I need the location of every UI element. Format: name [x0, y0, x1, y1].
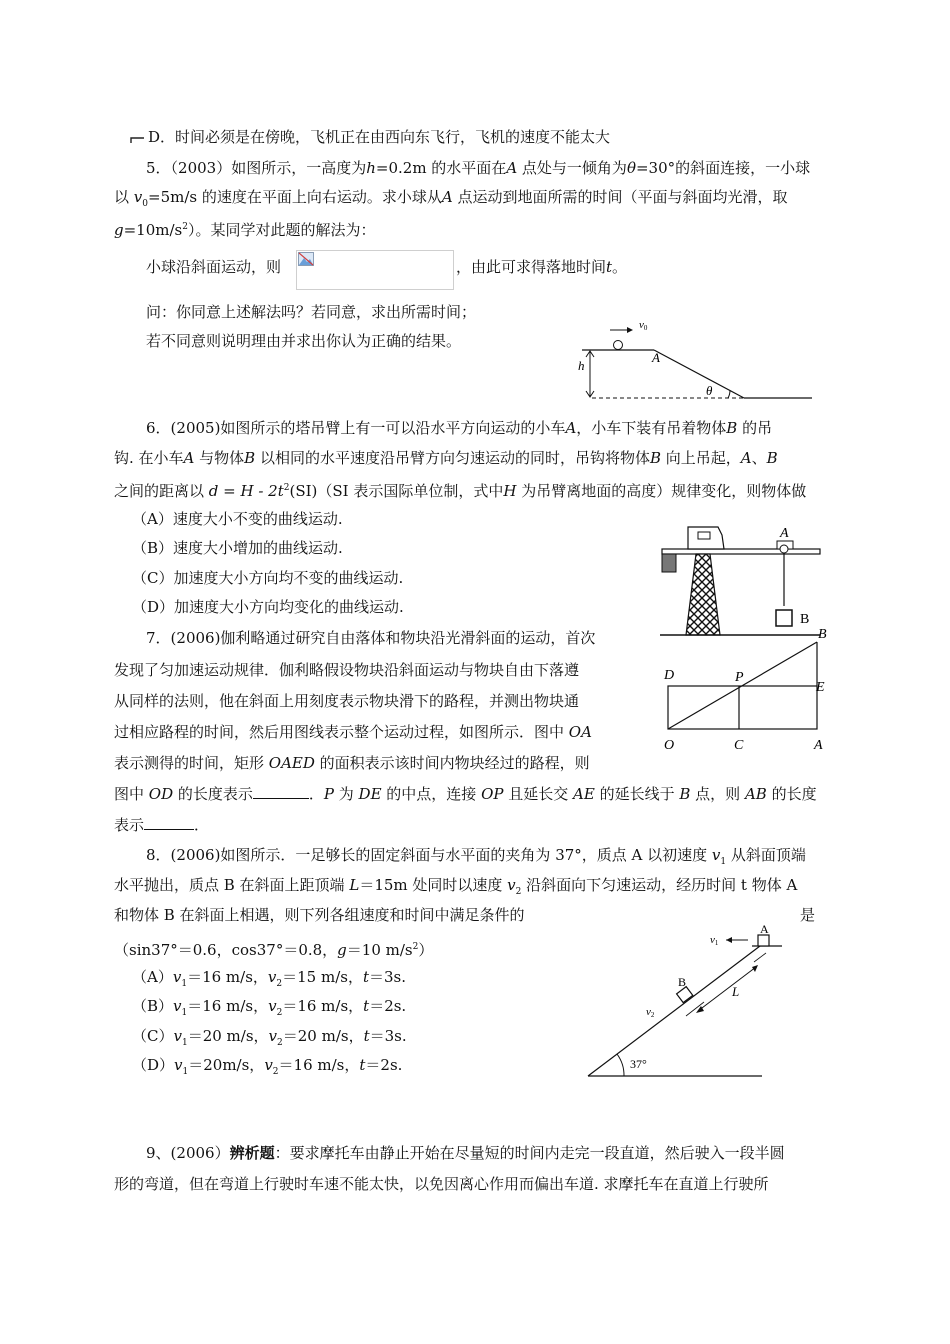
svg-text:θ: θ — [706, 383, 713, 398]
q8-option-b: $(B)v_1=16$ m/s，$v_2=16$ m/s，t＝2s. — [132, 997, 407, 1018]
q7-geometry-figure — [658, 622, 838, 756]
q8-line-2: 水平抛出，质点 B 在斜面上距顶端 L＝15m 处同时以速度 $v_2$ 沿斜面向下匀速运动，经历时间 t 物体 A — [114, 876, 798, 897]
q7-line-1: 7．(2006)伽利略通过研究自由落体和物块沿光滑斜面的运动，首次 — [146, 629, 596, 647]
q6-line-1: 6．(2005)如图所示的塔吊臂上有一可以沿水平方向运动的小车A，小车下装有吊着物体B 的吊 — [146, 419, 773, 437]
q6-line-3: 之间的距离以 $d = H - 2t^2(SI)(SI$ 表示国际单位制，式中H 为吊臂离地面的高度）规律变化，则物体做 — [114, 482, 807, 500]
q8-line-3: 和物体 B 在斜面上相遇，则下列各组速度和时间中满足条件的 — [114, 906, 525, 924]
q8-option-c: $(C)v_1=20$ m/s，$v_2=20$ m/s，t＝3s. — [132, 1027, 407, 1048]
q4-option-d: D．时间必须是在傍晚，飞机正在由西向东飞行，飞机的速度不能太大 — [148, 128, 611, 146]
q7-line-4: 过相应路程的时间，然后用图线表示整个运动过程，如图所示．图中 OA — [114, 723, 592, 741]
svg-text:h: h — [578, 358, 585, 373]
svg-text:B: B — [800, 612, 810, 627]
svg-text:37°: 37° — [630, 1057, 647, 1071]
q7-line-3: 从同样的法则，他在斜面上用刻度表示物块滑下的路程，并测出物块通 — [114, 692, 580, 710]
q8-line-4: （sin37°＝0.6，cos37°＝0.8，g＝10 $m/s^2$） — [114, 941, 434, 959]
q6-option-c: （C）加速度大小方向均不变的曲线运动. — [132, 569, 404, 587]
svg-text:v1: v1 — [710, 934, 719, 947]
q5-line-2: 以 $v_0=5m/s$ 的速度在平面上向右运动。求小球从A 点运动到地面所需的时间（平面与斜面均光滑，取 — [114, 188, 788, 209]
q5-slope-figure — [570, 312, 820, 404]
svg-text:A: A — [652, 350, 660, 365]
q5-question-line: 问：你同意上述解法吗？若同意，求出所需时间； — [146, 303, 477, 321]
q8-incline-figure — [580, 918, 800, 1084]
svg-text:v0: v0 — [639, 319, 648, 332]
q7-line-7: 表示 ． — [114, 816, 210, 834]
svg-text:B: B — [818, 627, 827, 642]
q9-line-1: 9、(2006）辨析题：要求摩托车由静止开始在尽量短的时间内走完一段直道，然后驶入一段半圆 — [146, 1144, 785, 1162]
svg-text:A: A — [780, 526, 789, 541]
q5-solution-tail: ，由此可求得落地时间t。 — [456, 258, 628, 276]
q7-line-5: 表示测得的时间，矩形 OAED 的面积表示该时间内物块经过的路程，则 — [114, 754, 590, 772]
q7-line-2: 发现了匀加速运动规律．伽利略假设物块沿斜面运动与物块自由下落遵 — [114, 661, 580, 679]
broken-image-icon — [298, 252, 314, 266]
svg-text:P: P — [735, 670, 744, 685]
q6-line-2: 钩. 在小车A 与物体B 以相同的水平速度沿吊臂方向匀速运动的同时，吊钩将物体B 向上吊起，A、B — [114, 449, 778, 467]
q5-question-line-2: 若不同意则说明理由并求出你认为正确的结果。 — [146, 332, 462, 350]
svg-text:A: A — [814, 738, 823, 753]
q6-option-b: （B）速度大小增加的曲线运动. — [132, 539, 343, 557]
q8-line-1: 8．(2006)如图所示．一足够长的固定斜面与水平面的夹角为 37°，质点 A 以初速度 $v_1$ 从斜面顶端 — [146, 846, 806, 867]
q8-option-d: $(D)v_1=20m/s$，$v_2=16$ m/s，t＝2s. — [132, 1056, 403, 1077]
q7-answer-blank-2[interactable] — [144, 829, 194, 830]
q8-option-a: $(A)v_1=16$ m/s，$v_2=15$ m/s，t＝3s. — [132, 968, 407, 989]
option-marker-icon — [130, 130, 146, 144]
q8-line-3-end: 是 — [800, 906, 816, 924]
svg-text:D: D — [664, 668, 675, 683]
svg-text:A: A — [760, 922, 769, 936]
q7-answer-blank-1[interactable] — [253, 798, 309, 799]
svg-text:C: C — [734, 738, 744, 753]
q5-line-1: 5．（2003）如图所示，一高度为h=0.2m 的水平面在A 点处与一倾角为θ=30°的斜面连接，一小球 — [146, 159, 811, 177]
svg-text:E: E — [816, 680, 825, 695]
q5-solution-line: 小球沿斜面运动，则 — [146, 258, 282, 276]
svg-text:B: B — [678, 975, 687, 989]
formula-image-placeholder — [296, 250, 454, 290]
svg-text:L: L — [732, 984, 740, 999]
svg-text:O: O — [664, 738, 675, 753]
q5-line-3: $g=10m/s^2$）。某同学对此题的解法为： — [114, 221, 376, 239]
q9-line-2: 形的弯道，但在弯道上行驶时车速不能太快，以免因离心作用而偏出车道. 求摩托车在直道上行驶所 — [114, 1175, 769, 1193]
q7-line-6: 图中 OD 的长度表示 ．P 为 DE 的中点，连接 OP 且延长交 AE 的延长线于 B 点，则 AB 的长度 — [114, 785, 817, 803]
q6-option-a: （A）速度大小不变的曲线运动. — [132, 510, 343, 528]
q6-option-d: （D）加速度大小方向均变化的曲线运动. — [132, 598, 404, 616]
svg-text:v2: v2 — [646, 1006, 655, 1019]
